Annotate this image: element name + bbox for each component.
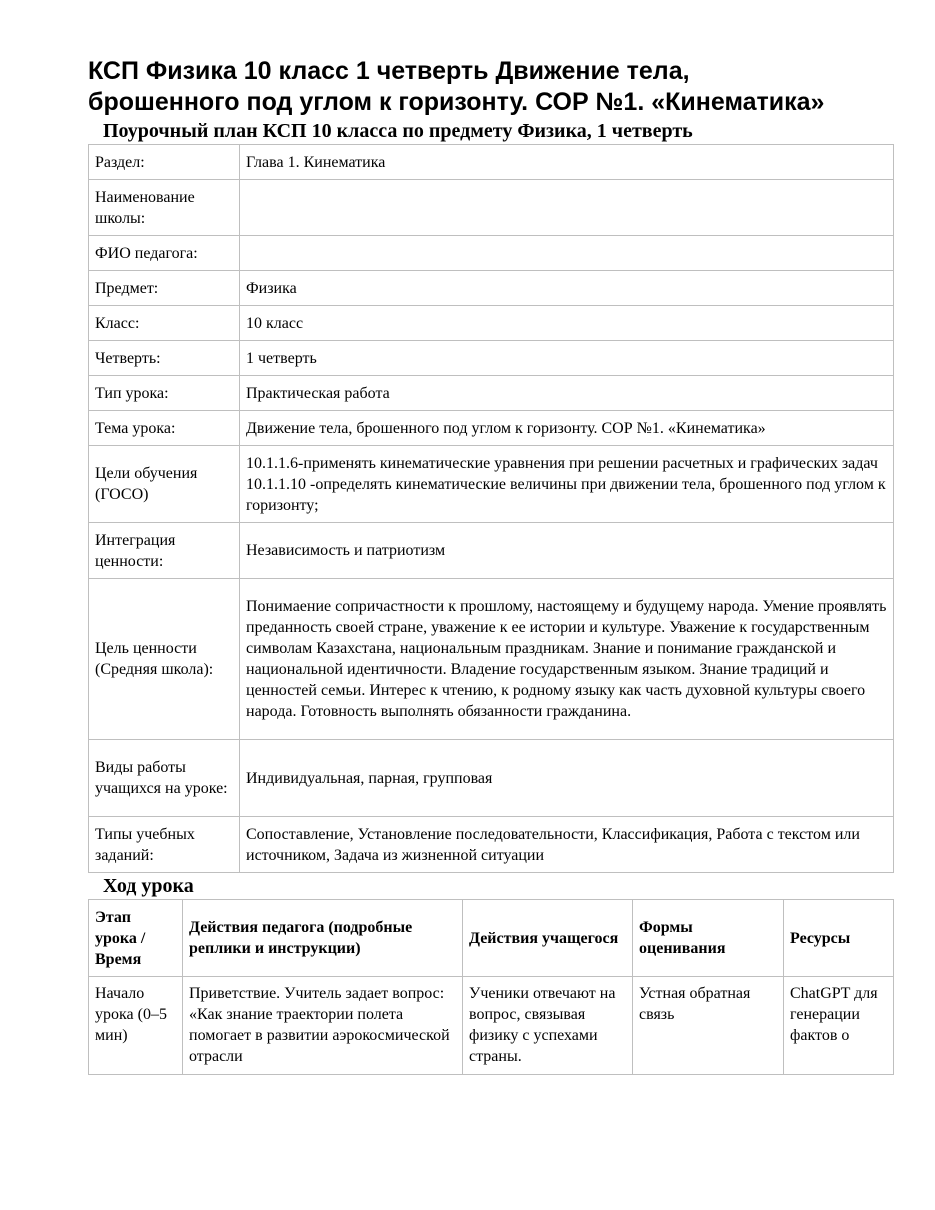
table-row bbox=[89, 341, 894, 376]
lesson-plan-heading: Поурочный план КСП 10 класса по предмету Физика, 1 четверть bbox=[103, 120, 693, 142]
cell-text: ChatGPT для генерации фактов о bbox=[790, 985, 878, 1044]
cell-text: Устная обратная связь bbox=[639, 985, 751, 1023]
lesson-progress-heading: Ход урока bbox=[103, 875, 194, 897]
table-header-row bbox=[89, 900, 894, 977]
info-label: Раздел: bbox=[89, 145, 240, 180]
column-header-assessment: Формы оценивания bbox=[633, 900, 784, 977]
info-label: Класс: bbox=[89, 306, 240, 341]
table-row bbox=[89, 411, 894, 446]
table-row bbox=[89, 180, 894, 236]
info-label: Наименование школы: bbox=[89, 180, 240, 236]
column-header-resources: Ресурсы bbox=[784, 900, 894, 977]
info-label: ФИО педагога: bbox=[89, 236, 240, 271]
cell-resources bbox=[784, 977, 894, 1075]
table-row bbox=[89, 817, 894, 873]
info-label: Тема урока: bbox=[89, 411, 240, 446]
cell-teacher-actions bbox=[183, 977, 463, 1075]
info-label: Предмет: bbox=[89, 271, 240, 306]
info-value bbox=[240, 236, 894, 271]
lesson-info-table bbox=[88, 144, 894, 873]
table-row bbox=[89, 145, 894, 180]
info-label: Четверть: bbox=[89, 341, 240, 376]
cell-text: Приветствие. Учитель задает вопрос: «Как знание траектории полета помогает в развитии аэрокосмической отрасли bbox=[189, 985, 450, 1065]
lesson-steps-table bbox=[88, 899, 894, 1075]
info-value: Независимость и патриотизм bbox=[240, 523, 894, 579]
info-value: 1 четверть bbox=[240, 341, 894, 376]
info-label: Цель ценности (Средняя школа): bbox=[89, 579, 240, 740]
cell-assessment bbox=[633, 977, 784, 1075]
cell-text: Ученики отвечают на вопрос, связывая физику с успехами страны. bbox=[469, 985, 616, 1065]
info-value: Физика bbox=[240, 271, 894, 306]
document-title: КСП Физика 10 класс 1 четверть Движение тела, брошенного под углом к горизонту. СОР №1. «Кинематика» bbox=[88, 57, 825, 116]
info-value: Индивидуальная, парная, групповая bbox=[240, 740, 894, 817]
table-row bbox=[89, 740, 894, 817]
info-value: 10 класс bbox=[240, 306, 894, 341]
info-value: Понимаение сопричастности к прошлому, настоящему и будущему народа. Умение проявлять преданность своей стране, уважение к ее истории и культуре. Уважение к государственным символам Казахстана, национальным праздникам. Знание и понимание гражданской и национальной идентичности. Владение государственным языком. Знание традиций и ценностей семьи. Интерес к чтению, к родному языку как часть духовной культуры своего народа. Готовность выполнять обязанности гражданина. bbox=[240, 579, 894, 740]
column-header-teacher-actions: Действия педагога (подробные реплики и инструкции) bbox=[183, 900, 463, 977]
info-label: Интеграция ценности: bbox=[89, 523, 240, 579]
info-value: Глава 1. Кинематика bbox=[240, 145, 894, 180]
column-header-stage: Этап урока / Время bbox=[89, 900, 183, 977]
info-value: Сопоставление, Установление последовательности, Классификация, Работа с текстом или источником, Задача из жизненной ситуации bbox=[240, 817, 894, 873]
table-row bbox=[89, 236, 894, 271]
info-value bbox=[240, 180, 894, 236]
column-header-student-actions: Действия учащегося bbox=[463, 900, 633, 977]
cell-stage bbox=[89, 977, 183, 1075]
cell-student-actions bbox=[463, 977, 633, 1075]
table-row bbox=[89, 271, 894, 306]
table-row bbox=[89, 306, 894, 341]
info-label: Виды работы учащихся на уроке: bbox=[89, 740, 240, 817]
info-label: Цели обучения (ГОСО) bbox=[89, 446, 240, 523]
info-value: Движение тела, брошенного под углом к горизонту. СОР №1. «Кинематика» bbox=[240, 411, 894, 446]
table-row bbox=[89, 446, 894, 523]
info-label: Тип урока: bbox=[89, 376, 240, 411]
table-row bbox=[89, 376, 894, 411]
table-row bbox=[89, 579, 894, 740]
table-row bbox=[89, 977, 894, 1075]
info-value: 10.1.1.6-применять кинематические уравнения при решении расчетных и графических задач 10.1.1.10 -определять кинематические величины при движении тела, брошенного под углом к горизонту; bbox=[240, 446, 894, 523]
document-page bbox=[88, 56, 893, 1075]
table-row bbox=[89, 523, 894, 579]
cell-text: Начало урока (0–5 мин) bbox=[95, 985, 167, 1044]
info-value: Практическая работа bbox=[240, 376, 894, 411]
info-label: Типы учебных заданий: bbox=[89, 817, 240, 873]
